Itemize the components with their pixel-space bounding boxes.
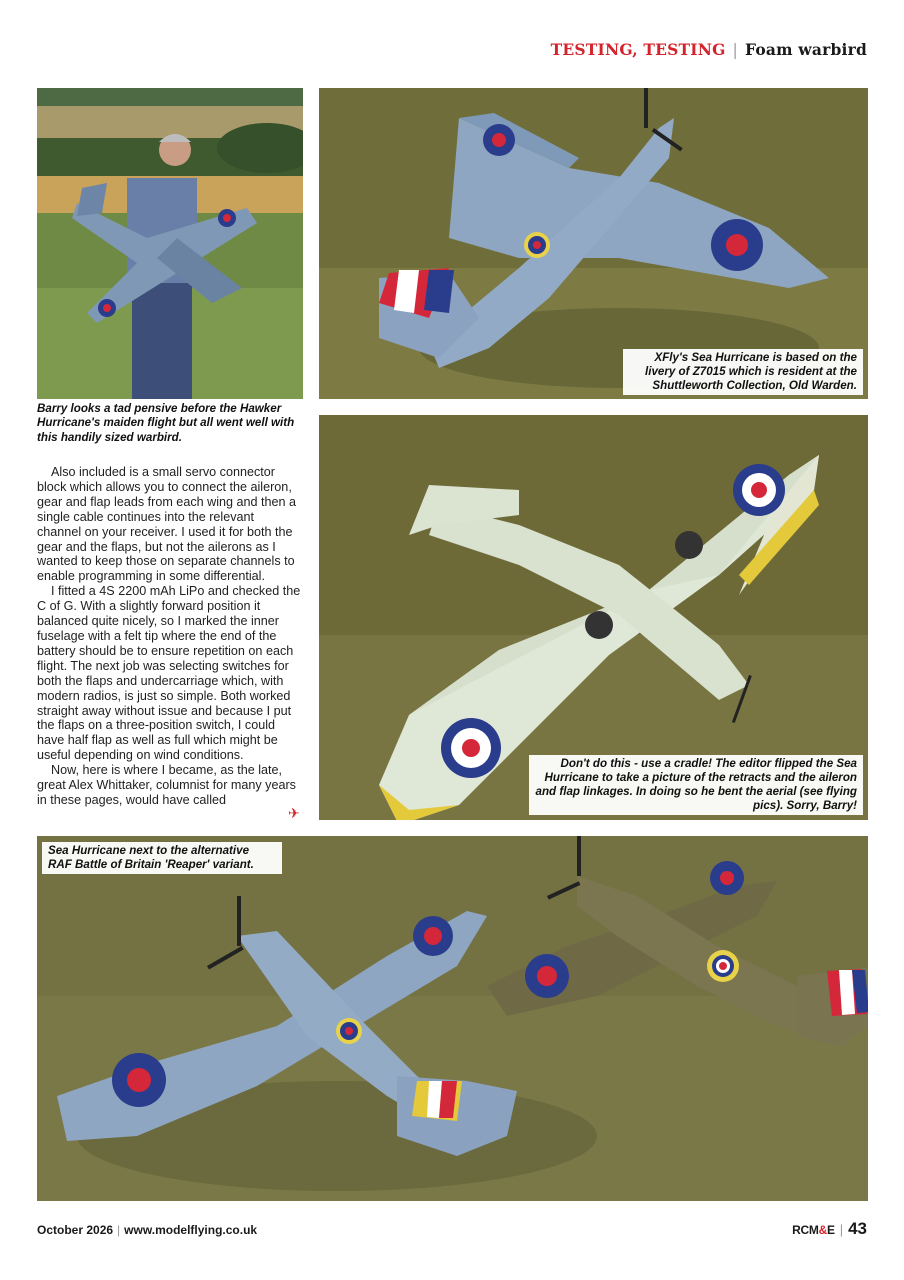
logo-ampersand: & — [818, 1223, 827, 1237]
two-hurricanes-photo — [37, 836, 868, 1201]
body-paragraph-1: Also included is a small servo connector block which allows you to connect the aileron, gear and flap leads from each wing and then a single cable continues into the relevant channel on your receiver. I used it for both the gear and the flaps, but not the ailerons as I wanted to keep those on separate channels to enable programming in some differential. — [37, 465, 297, 584]
body-paragraph-3: Now, here is where I became, as the late, great Alex Whittaker, columnist for many years in these pages, would have called — [37, 763, 296, 807]
sea-hurricane-underside-photo — [319, 415, 868, 820]
header-separator: | — [732, 41, 738, 59]
page-header — [551, 40, 867, 59]
website-url: www.modelflying.co.uk — [124, 1223, 258, 1237]
photo-caption-two-hurricanes: Sea Hurricane next to the alternative RAF Battle of Britain 'Reaper' variant. — [42, 842, 282, 874]
photo-caption-barry: Barry looks a tad pensive before the Hawker Hurricane's maiden flight but all went well with this handily sized warbird. — [37, 402, 295, 444]
photo-caption-underside: Don't do this - use a cradle! The editor flipped the Sea Hurricane to take a picture of the retracts and the aileron and flap linkages. In doing so he bent the aerial (see flying pics). Sorry, Barry! — [529, 755, 863, 815]
section-subtitle: Foam warbird — [744, 40, 867, 59]
article-body — [37, 465, 301, 808]
barry-holding-hurricane-photo — [37, 88, 303, 399]
logo-right: E — [826, 1223, 835, 1237]
continue-arrow-icon: ✈ — [288, 806, 300, 822]
section-title: TESTING, TESTING — [550, 40, 726, 59]
sea-hurricane-top-view-photo — [319, 88, 868, 399]
page-number: 43 — [848, 1219, 867, 1238]
issue-date: October 2026 — [37, 1223, 114, 1237]
footer-separator-right: | — [839, 1222, 844, 1237]
photo-caption-top-view: XFly's Sea Hurricane is based on the livery of Z7015 which is resident at the Shuttleworth Collection, Old Warden. — [623, 349, 863, 395]
footer-right — [792, 1219, 867, 1239]
footer-left — [37, 1223, 257, 1237]
footer-separator: | — [117, 1223, 121, 1237]
body-paragraph-2: I fitted a 4S 2200 mAh LiPo and checked the C of G. With a slightly forward position it balanced quite nicely, so I marked the inner fuselage with a felt tip where the end of the battery should be to ensure repetition on each flight. The next job was selecting switches for both the flaps and undercarriage which, with modern radios, is just so simple. Both worked straight away without issue and because I put the flaps on a three-position switch, I could have half flap as well as full which might be useful depending on wind conditions. — [37, 584, 301, 763]
magazine-logo — [792, 1223, 835, 1237]
logo-left: RCM — [792, 1223, 819, 1237]
